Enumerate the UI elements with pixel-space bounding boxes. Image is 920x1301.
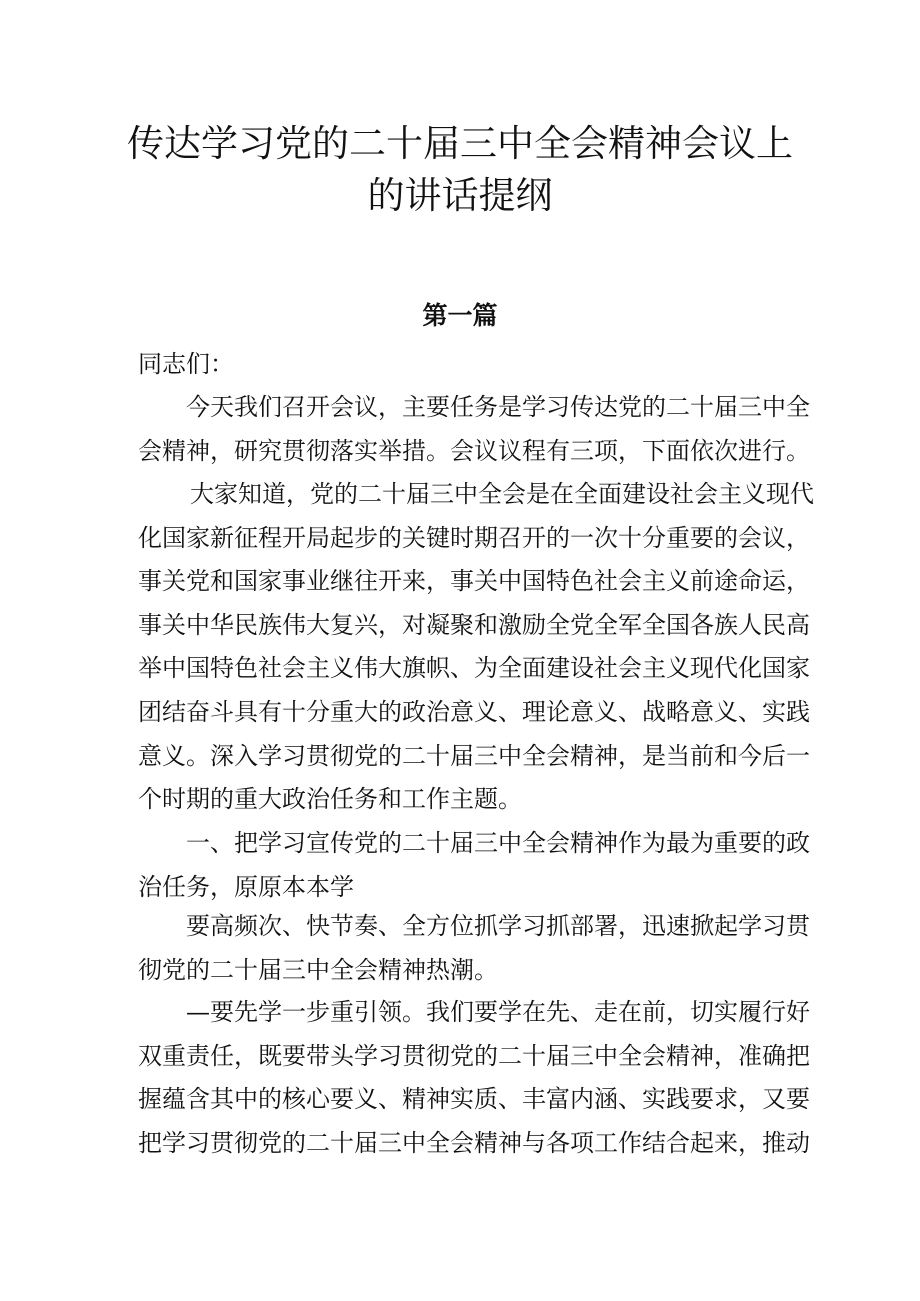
text-line: 握蕴含其中的核心要义、精神实质、丰富内涵、实践要求，又要 <box>138 1085 810 1114</box>
text-line: 会精神，研究贯彻落实举措。会议议程有三项，下面依次进行。 <box>138 436 810 465</box>
text-line: 把学习贯彻党的二十届三中全会精神与各项工作结合起来，推动 <box>138 1128 810 1157</box>
paragraph-4 <box>138 905 810 992</box>
text-line: 化国家新征程开局起步的关键时期召开的一次十分重要的会议， <box>138 523 810 552</box>
text-line: 事关中华民族伟大复兴，对凝聚和激励全党全军全国各族人民高 <box>138 610 810 639</box>
text-line: 治任务，原原本本学 <box>138 872 354 901</box>
paragraph-heading-1 <box>138 822 810 909</box>
text-line: 意义。深入学习贯彻党的二十届三中全会精神，是当前和今后一 <box>138 741 810 770</box>
text-line: 团结奋斗具有十分重大的政治意义、理论意义、战略意义、实践 <box>138 697 810 726</box>
text-line: 个时期的重大政治任务和工作主题。 <box>138 785 522 814</box>
salutation-text: 同志们： <box>138 350 234 378</box>
text-line: 今天我们召开会议，主要任务是学习传达党的二十届三中全 <box>186 393 810 421</box>
text-line: 一、把学习宣传党的二十届三中全会精神作为最为重要的政 <box>186 829 810 857</box>
paragraph-2 <box>138 473 814 822</box>
text-line: 双重责任，既要带头学习贯彻党的二十届三中全会精神，准确把 <box>138 1041 810 1070</box>
document-title-line-2: 的讲话提纲 <box>367 174 553 217</box>
text-line: 事关党和国家事业继往开来，事关中国特色社会主义前途命运， <box>138 567 810 596</box>
document-title-line-1: 传达学习党的二十届三中全会精神会议上 <box>127 122 793 165</box>
section-heading: 第一篇 <box>422 301 498 330</box>
text-line: —要先学一步重引领。我们要学在先、走在前，切实履行好 <box>186 998 810 1026</box>
paragraph-1 <box>138 386 810 473</box>
text-line: 要高频次、快节奏、全方位抓学习抓部署，迅速掀起学习贯 <box>186 912 810 940</box>
paragraph-5 <box>138 991 810 1165</box>
salutation <box>138 343 798 387</box>
text-line: 彻党的二十届三中全会精神热潮。 <box>138 955 498 984</box>
text-line: 大家知道，党的二十届三中全会是在全面建设社会主义现代 <box>190 480 814 508</box>
text-line: 举中国特色社会主义伟大旗帜、为全面建设社会主义现代化国家 <box>138 654 810 683</box>
